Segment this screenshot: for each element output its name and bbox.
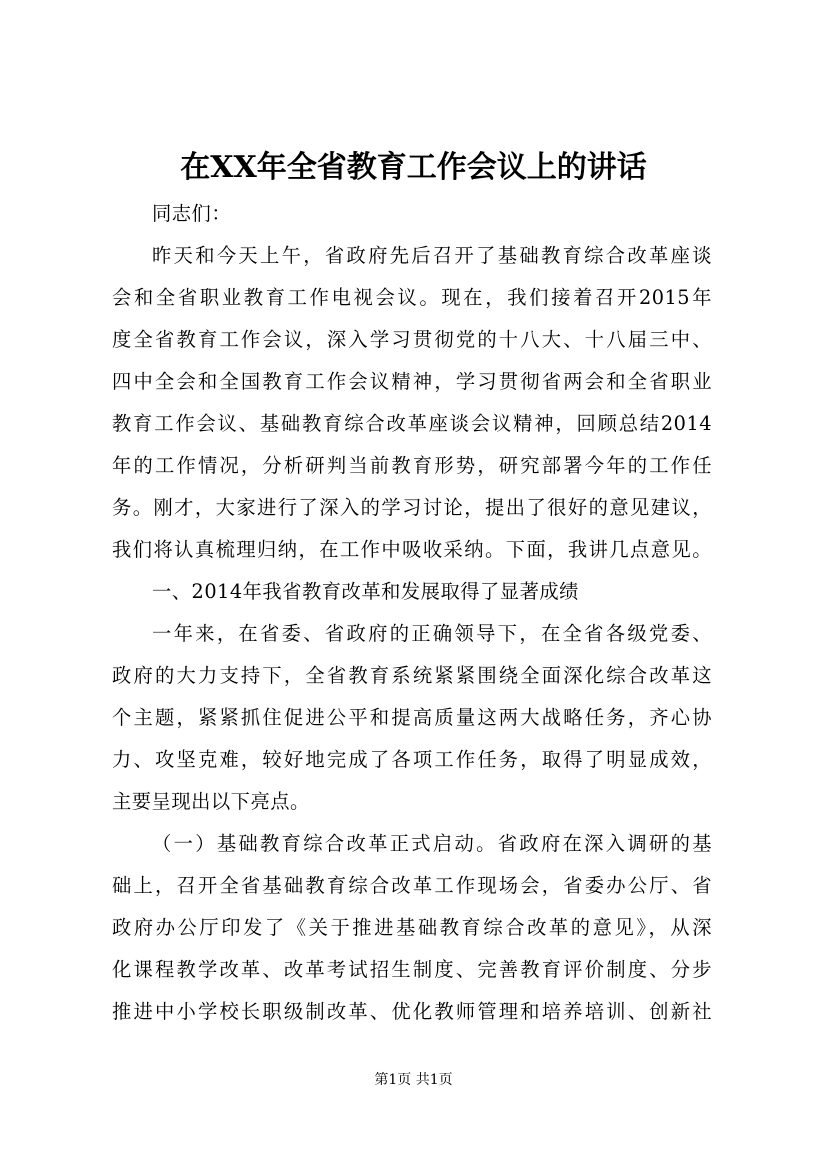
paragraph-line: 个主题，紧紧抓住促进公平和提高质量这两大战略任务，齐心协 [112, 706, 712, 729]
paragraph-line: 教育工作会议、基础教育综合改革座谈会议精神，回顾总结2014 [112, 412, 712, 435]
paragraph-line: 度全省教育工作会议，深入学习贯彻党的十八大、十八届三中、 [112, 328, 712, 351]
document-title: 在XX年全省教育工作会议上的讲话 [180, 150, 647, 185]
salutation: 同志们： [152, 202, 232, 225]
paragraph-line: 主要呈现出以下亮点。 [112, 790, 310, 813]
paragraph-line: 我们将认真梳理归纳，在工作中吸收采纳。下面，我讲几点意见。 [112, 538, 712, 561]
paragraph-line: 推进中小学校长职级制改革、优化教师管理和培养培训、创新社 [112, 1000, 712, 1023]
paragraph-line: 力、攻坚克难，较好地完成了各项工作任务，取得了明显成效， [112, 748, 712, 771]
paragraph-line: 一年来，在省委、省政府的正确领导下，在全省各级党委、 [152, 622, 712, 645]
paragraph-line: 础上，召开全省基础教育综合改革工作现场会，省委办公厅、省 [112, 874, 712, 897]
paragraph-line: 会和全省职业教育工作电视会议。现在，我们接着召开2015年 [112, 286, 712, 309]
paragraph-line: 四中全会和全国教育工作会议精神，学习贯彻省两会和全省职业 [112, 370, 712, 393]
page-footer: 第1页 共1页 [374, 1072, 453, 1088]
paragraph-line: 务。刚才，大家进行了深入的学习讨论，提出了很好的意见建议， [112, 496, 712, 519]
paragraph-line: 年的工作情况，分析研判当前教育形势，研究部署今年的工作任 [112, 454, 712, 477]
section-heading: 一、2014年我省教育改革和发展取得了显著成绩 [152, 580, 579, 603]
paragraph-line: 政府的大力支持下，全省教育系统紧紧围绕全面深化综合改革这 [112, 664, 712, 687]
paragraph-line: （一）基础教育综合改革正式启动。省政府在深入调研的基 [152, 832, 712, 855]
paragraph-line: 政府办公厅印发了《关于推进基础教育综合改革的意见》，从深 [112, 916, 712, 939]
paragraph-line: 昨天和今天上午，省政府先后召开了基础教育综合改革座谈 [152, 244, 712, 267]
paragraph-line: 化课程教学改革、改革考试招生制度、完善教育评价制度、分步 [112, 958, 712, 981]
